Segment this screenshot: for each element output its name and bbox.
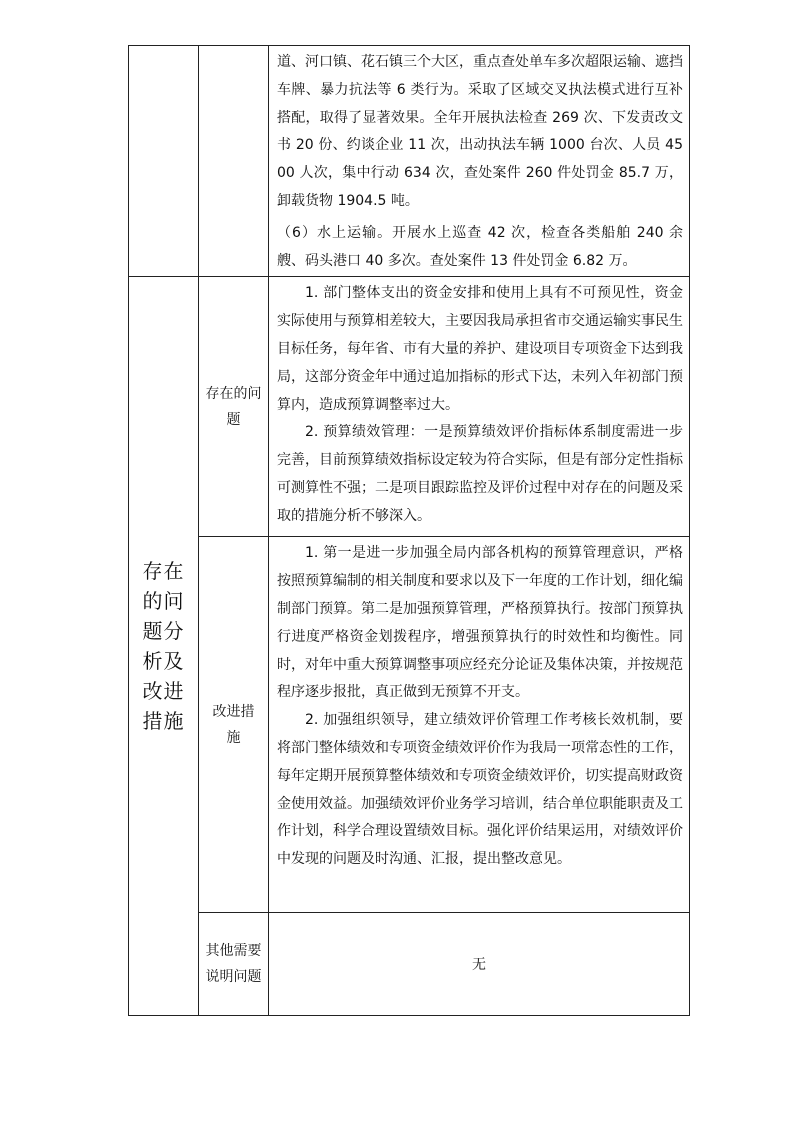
other-row [129,913,690,1016]
problems-row [129,277,690,537]
problem-paragraph-2: 2. 预算绩效管理：一是预算绩效评价指标体系制度需进一步完善，目前预算绩效指标设定较为符合实际，但是有部分定性指标可测算性不强；二是项目跟踪监控及评价过程中对存在的问题及采取的措施分析不够深入。 [277,424,683,524]
measures-content-cell [269,537,690,913]
empty-category-cell [129,46,199,277]
problems-label-cell [199,277,269,537]
other-value: 无 [472,957,486,974]
problem-paragraph-1: 1. 部门整体支出的资金安排和使用上具有不可预见性，资金实际使用与预算相差较大，主要因我局承担省市交通运输实事民生目标任务，每年省、市有大量的养护、建设项目专项资金下达到我局，这部分资金年中通过追加指标的形式下达，未列入年初部门预算内，造成预算调整率过大。 [277,285,683,413]
empty-subcategory-cell [199,46,269,277]
measures-label-cell [199,537,269,913]
other-value-cell [269,913,690,1016]
problems-content-cell [269,277,690,537]
problems-label: 存在的问题 [205,385,262,428]
enforcement-text-cell [269,46,690,277]
report-table [128,45,690,1016]
section-title-cell [129,277,199,1016]
other-label: 其他需要说明问题 [205,943,262,986]
enforcement-paragraph: 道、河口镇、花石镇三个大区，重点查处单车多次超限运输、遮挡车牌、暴力抗法等 6 类行为。采取了区域交叉执法模式进行互补搭配，取得了显著效果。全年开展执法检查 269 次、下发责改文书 20 份、约谈企业 11 次，出动执法车辆 1000 台次、人员 4500 人次，集中行动 634 次，查处案件 260 件处罚金 85.7 万，卸载货物 1904.5 吨。 [277,54,683,209]
measures-row [129,537,690,913]
water-transport-paragraph: （6）水上运输。开展水上巡查 42 次，检查各类船舶 240 余艘、码头港口 40 多次。查处案件 13 件处罚金 6.82 万。 [277,224,683,269]
measures-label: 改进措施 [212,703,255,746]
section-title: 存在的问题分析及改进措施 [142,559,185,734]
measure-paragraph-2: 2. 加强组织领导，建立绩效评价管理工作考核长效机制，要将部门整体绩效和专项资金绩效评价作为我局一项常态性的工作，每年定期开展预算整体绩效和专项资金绩效评价，切实提高财政资金使用效益。加强绩效评价业务学习培训，结合单位职能职责及工作计划，科学合理设置绩效目标。强化评价结果运用，对绩效评价中发现的问题及时沟通、汇报，提出整改意见。 [277,712,683,868]
other-label-cell [199,913,269,1016]
continued-row [129,46,690,277]
measure-paragraph-1: 1. 第一是进一步加强全局内部各机构的预算管理意识，严格按照预算编制的相关制度和要求以及下一年度的工作计划，细化编制部门预算。第二是加强预算管理，严格预算执行。按部门预算执行进度严格资金划拨程序，增强预算执行的时效性和均衡性。同时，对年中重大预算调整事项应经充分论证及集体决策，并按规范程序逐步报批，真正做到无预算不开支。 [277,545,683,701]
